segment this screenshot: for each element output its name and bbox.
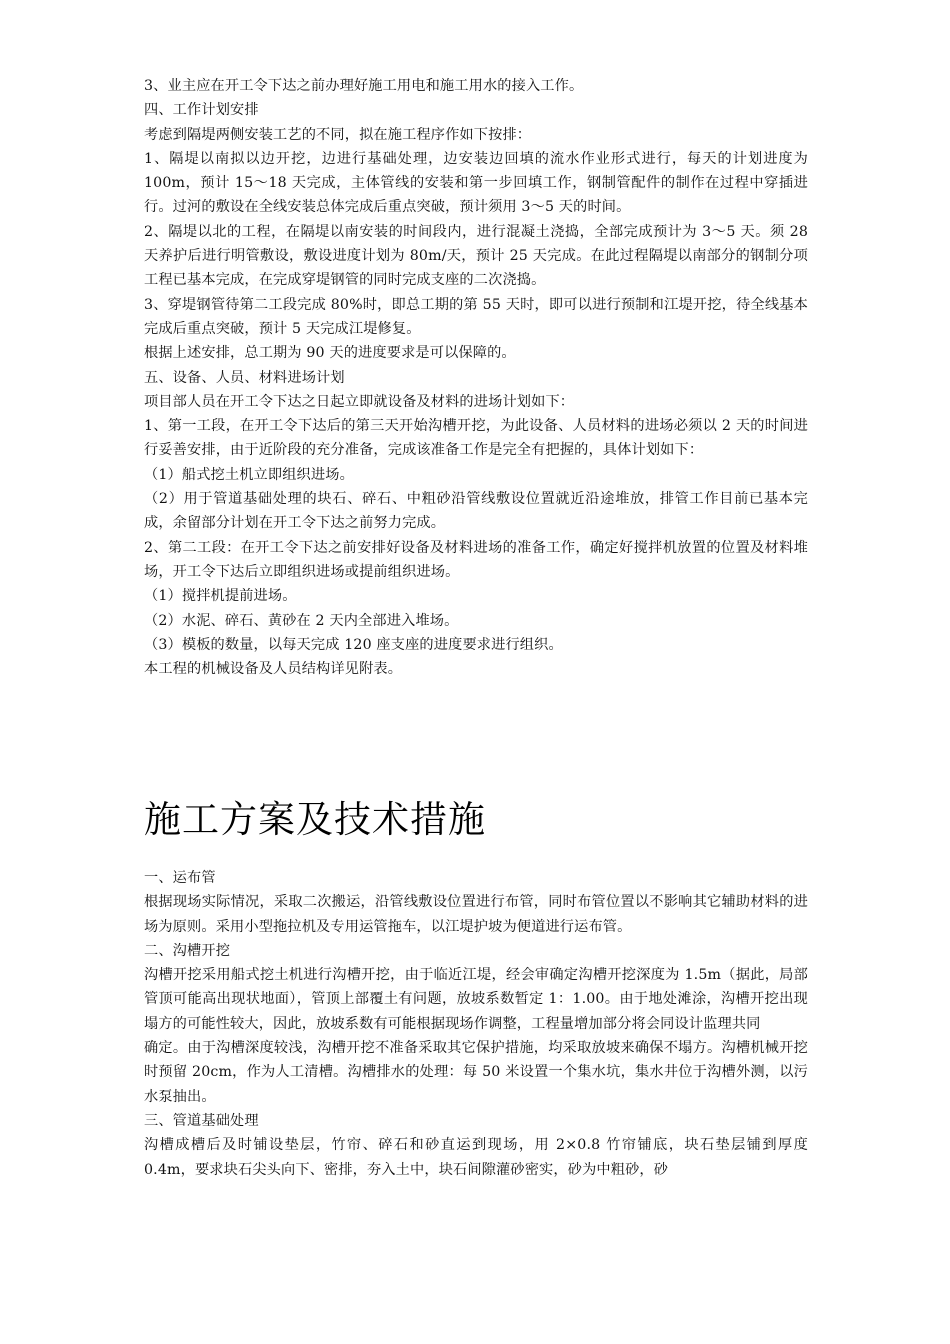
section-heading-pipe-transport: 一、运布管	[144, 870, 216, 886]
paragraph: 2、第二工段：在开工令下达之前安排好设备及材料进场的准备工作，确定好搅拌机放置的位置及材料堆场，开工令下达后立即组织进场或提前组织进场。	[144, 539, 808, 580]
paragraph: 沟槽成槽后及时铺设垫层，竹帘、碎石和砂直运到现场，用 2×0.8 竹帘铺底，块石垫层铺到厚度 0.4m，要求块石尖头向下、密排，夯入土中，块石间隙灌砂密实，砂为中粗砂，砂	[144, 1137, 808, 1178]
paragraph: 本工程的机械设备及人员结构详见附表。	[144, 661, 403, 678]
paragraph: 根据现场实际情况，采取二次搬运，沿管线敷设位置进行布管，同时布管位置以不影响其它辅助材料的进场为原则。采用小型拖拉机及专用运管拖车，以江堤护坡为便道进行运布管。	[144, 894, 808, 935]
top-section	[144, 74, 808, 681]
section-heading-mobilization-plan: 五、设备、人员、材料进场计划	[144, 369, 345, 386]
paragraph: 1、隔堤以南拟以边开挖，边进行基础处理，边安装边回填的流水作业形式进行，每天的计划进度为100m，预计 15～18 天完成，主体管线的安装和第一步回填工作，钢制管配件的制作在过程中穿插进行。过河的敷设在全线安装总体完成后重点突破，预计须用 3～5 天的时间。	[144, 150, 808, 216]
page-title: 施工方案及技术措施	[144, 798, 486, 841]
list-item: （1）船式挖土机立即组织进场。	[144, 466, 354, 483]
paragraph: 根据上述安排，总工期为 90 天的进度要求是可以保障的。	[144, 345, 516, 362]
paragraph: 沟槽开挖采用船式挖土机进行沟槽开挖，由于临近江堤，经会审确定沟槽开挖深度为 1.5m（据此，局部管顶可能高出现状地面），管顶上部覆土有问题，放坡系数暂定 1：1.00。由于地处滩涂，沟槽开挖出现塌方的可能性较大，因此，放坡系数有可能根据现场作调整，工程量增加部分将会同设计监理共同	[144, 967, 808, 1032]
paragraph: 3、穿堤钢管待第二工段完成 80%时，即总工期的第 55 天时，即可以进行预制和江堤开挖，待全线基本完成后重点突破，预计 5 天完成江堤修复。	[144, 296, 808, 337]
list-item: （2）用于管道基础处理的块石、碎石、中粗砂沿管线敷设位置就近沿途堆放，排管工作目前已基本完成，余留部分计划在开工令下达之前努力完成。	[144, 491, 808, 532]
section-heading-trench-excavation: 二、沟槽开挖	[144, 942, 231, 959]
paragraph: 确定。由于沟槽深度较浅，沟槽开挖不准备采取其它保护措施，均采取放坡来确保不塌方。沟槽机械开挖时预留 20cm，作为人工清槽。沟槽排水的处理：每 50 米设置一个集水坑，集水井位于沟槽外测，以污水泵抽出。	[144, 1040, 808, 1105]
section-heading-work-plan: 四、工作计划安排	[144, 102, 259, 119]
paragraph: 考虑到隔堤两侧安装工艺的不同，拟在施工程序作如下按排：	[144, 126, 532, 143]
paragraph: 2、隔堤以北的工程，在隔堤以南安装的时间段内，进行混凝土浇捣，全部完成预计为 3～5 天。须 28 天养护后进行明管敷设，敷设进度计划为 80m/天，预计 25 天完成。在此过程隔堤以南部分的钢制分项工程已基本完成，在完成穿堤钢管的同时完成支座的二次浇捣。	[144, 223, 808, 289]
list-item: （3）模板的数量，以每天完成 120 座支座的进度要求进行组织。	[144, 636, 563, 653]
list-item: （2）水泥、碎石、黄砂在 2 天内全部进入堆场。	[144, 612, 459, 629]
paragraph: 1、第一工段，在开工令下达后的第三天开始沟槽开挖，为此设备、人员材料的进场必须以 2 天的时间进行妥善安排，由于近阶段的充分准备，完成该准备工作是完全有把握的，具体计划如下：	[144, 418, 808, 459]
paragraph: 项目部人员在开工令下达之日起立即就设备及材料的进场计划如下：	[144, 393, 575, 410]
section-heading-pipe-foundation: 三、管道基础处理	[144, 1112, 259, 1129]
paragraph: 3、业主应在开工令下达之前办理好施工用电和施工用水的接入工作。	[144, 78, 584, 94]
list-item: （1）搅拌机提前进场。	[144, 588, 297, 605]
bottom-section	[144, 866, 808, 1182]
